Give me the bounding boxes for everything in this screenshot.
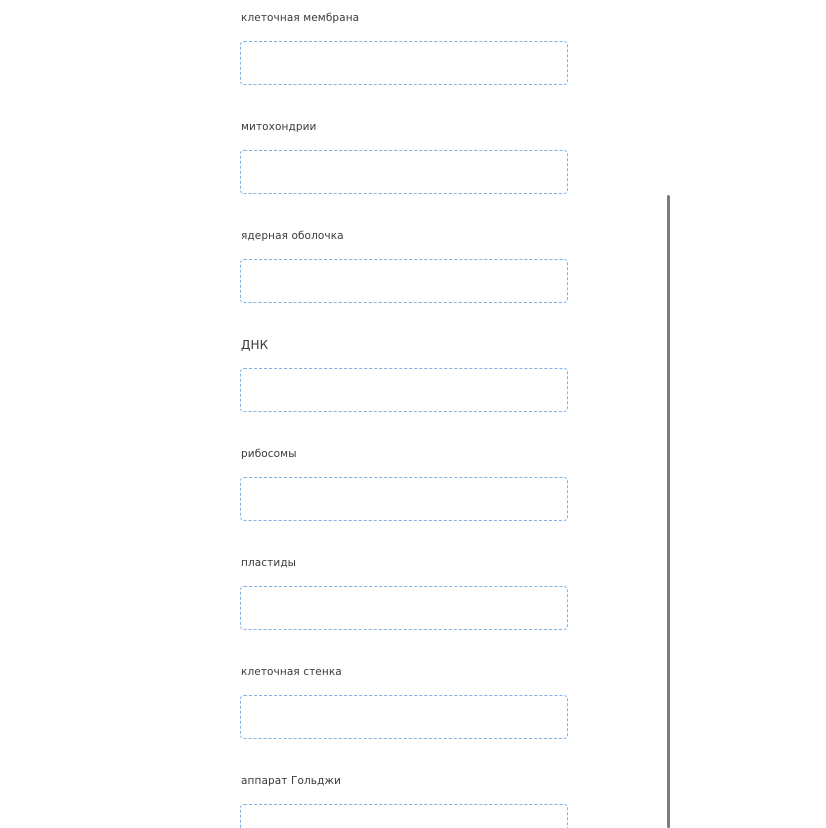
- field-label: ДНК: [241, 338, 269, 352]
- field-label: клеточная мембрана: [241, 12, 360, 24]
- field-label: аппарат Гольджи: [241, 775, 341, 787]
- field-label: рибосомы: [241, 448, 297, 460]
- answer-drop-zone[interactable]: [240, 368, 568, 412]
- field-label: митохондрии: [241, 121, 317, 133]
- field-label: клеточная стенка: [241, 666, 342, 678]
- answer-drop-zone[interactable]: [240, 586, 568, 630]
- answer-drop-zone[interactable]: [240, 41, 568, 85]
- answer-drop-zone[interactable]: [240, 695, 568, 739]
- answer-drop-zone[interactable]: [240, 804, 568, 828]
- vertical-scrollbar[interactable]: [666, 195, 671, 828]
- answer-drop-zone[interactable]: [240, 150, 568, 194]
- field-label: пластиды: [241, 557, 297, 569]
- scrollbar-thumb[interactable]: [667, 195, 670, 828]
- field-label: ядерная оболочка: [241, 230, 344, 242]
- answer-drop-zone[interactable]: [240, 259, 568, 303]
- answer-drop-zone[interactable]: [240, 477, 568, 521]
